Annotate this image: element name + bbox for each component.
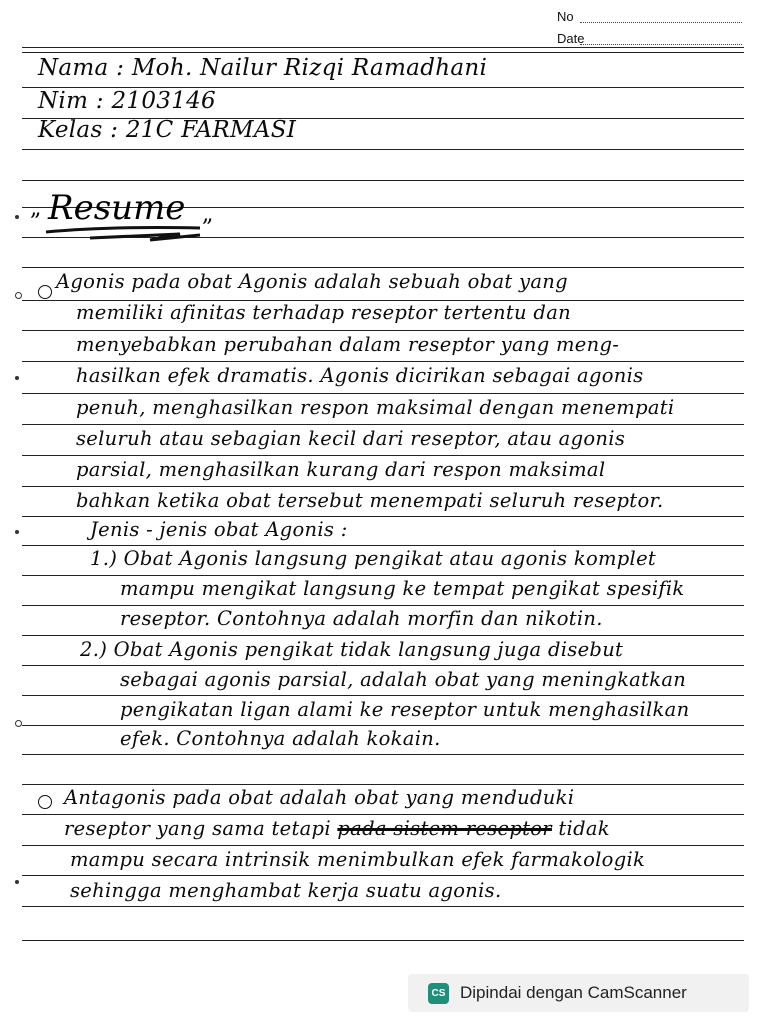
ruled-line — [22, 906, 744, 907]
section1-bullet — [38, 285, 52, 299]
ruled-line — [22, 665, 744, 666]
resume-title — [30, 188, 230, 248]
ruled-line — [22, 635, 744, 636]
kelas-line: Kelas : 21C FARMASI — [38, 117, 297, 143]
section1-line: bahkan ketika obat tersebut menempati seluruh reseptor. — [76, 489, 664, 512]
no-label: No — [557, 9, 574, 24]
date-field-line — [580, 44, 742, 45]
title-underline — [30, 188, 230, 248]
ruled-line — [22, 516, 744, 517]
ruled-line — [22, 695, 744, 696]
struck-text: pada sistem reseptor — [337, 817, 552, 840]
nama-line: Nama : Moh. Nailur Rizqi Ramadhani — [38, 55, 488, 81]
title-text: Resume — [48, 188, 186, 228]
ruled-line — [22, 754, 744, 755]
close-quote: „ — [202, 202, 214, 227]
section2-line: sehingga menghambat kerja suatu agonis. — [70, 879, 502, 902]
section2-line: mampu secara intrinsik menimbulkan efek farmakologik — [70, 848, 646, 871]
camscanner-badge — [408, 974, 749, 1012]
item1-line: reseptor. Contohnya adalah morfin dan nikotin. — [120, 607, 603, 630]
ruled-line — [22, 814, 744, 815]
margin-hole — [15, 376, 19, 380]
ruled-line — [22, 455, 744, 456]
section2-line2-start: reseptor yang sama tetapi — [64, 817, 331, 840]
camscanner-text: Dipindai dengan CamScanner — [460, 983, 687, 1002]
ruled-line — [22, 424, 744, 425]
ruled-line — [22, 875, 744, 876]
item2-line: 2.) Obat Agonis pengikat tidak langsung juga disebut — [80, 638, 624, 661]
item1-line: mampu mengikat langsung ke tempat pengikat spesifik — [120, 577, 685, 600]
ruled-line — [22, 784, 744, 785]
ruled-line — [22, 149, 744, 150]
section2-bullet — [38, 795, 52, 809]
ruled-line — [22, 47, 744, 48]
camscanner-logo-icon: CS — [428, 983, 449, 1004]
ruled-line — [22, 725, 744, 726]
item2-line: efek. Contohnya adalah kokain. — [120, 727, 441, 750]
ruled-line — [22, 940, 744, 941]
open-quote: „ — [30, 196, 42, 221]
section2-line — [64, 817, 610, 840]
margin-hole — [15, 880, 19, 884]
margin-hole — [15, 530, 19, 534]
ruled-line — [22, 267, 744, 268]
section1-line: seluruh atau sebagian kecil dari reseptor, atau agonis — [76, 427, 626, 450]
section2-line2-end: tidak — [558, 817, 610, 840]
section2-line: Antagonis pada obat adalah obat yang menduduki — [64, 786, 575, 809]
nim-line: Nim : 2103146 — [38, 88, 216, 114]
ruled-line — [22, 486, 744, 487]
margin-hole — [15, 720, 22, 727]
ruled-line — [22, 393, 744, 394]
ruled-line — [22, 180, 744, 181]
margin-hole — [15, 215, 19, 219]
ruled-line — [22, 52, 744, 53]
ruled-line — [22, 845, 744, 846]
ruled-line — [22, 330, 744, 331]
margin-hole — [15, 292, 22, 299]
item2-line: pengikatan ligan alami ke reseptor untuk menghasilkan — [120, 698, 690, 721]
section1-line: menyebabkan perubahan dalam reseptor yang meng- — [76, 333, 620, 356]
section1-line: parsial, menghasilkan kurang dari respon maksimal — [76, 458, 606, 481]
no-field-line — [580, 22, 742, 23]
section1-line: Jenis - jenis obat Agonis : — [90, 518, 348, 541]
ruled-line — [22, 605, 744, 606]
ruled-line — [22, 575, 744, 576]
item1-line: 1.) Obat Agonis langsung pengikat atau agonis komplet — [90, 547, 657, 570]
section1-line: Agonis pada obat Agonis adalah sebuah obat yang — [56, 270, 568, 293]
ruled-line — [22, 545, 744, 546]
section1-line: hasilkan efek dramatis. Agonis dicirikan sebagai agonis — [76, 364, 644, 387]
item2-line: sebagai agonis parsial, adalah obat yang meningkatkan — [120, 668, 687, 691]
ruled-line — [22, 361, 744, 362]
section1-line: penuh, menghasilkan respon maksimal dengan menempati — [76, 396, 675, 419]
section1-line: memiliki afinitas terhadap reseptor tertentu dan — [76, 301, 571, 324]
date-label: Date — [557, 31, 585, 46]
